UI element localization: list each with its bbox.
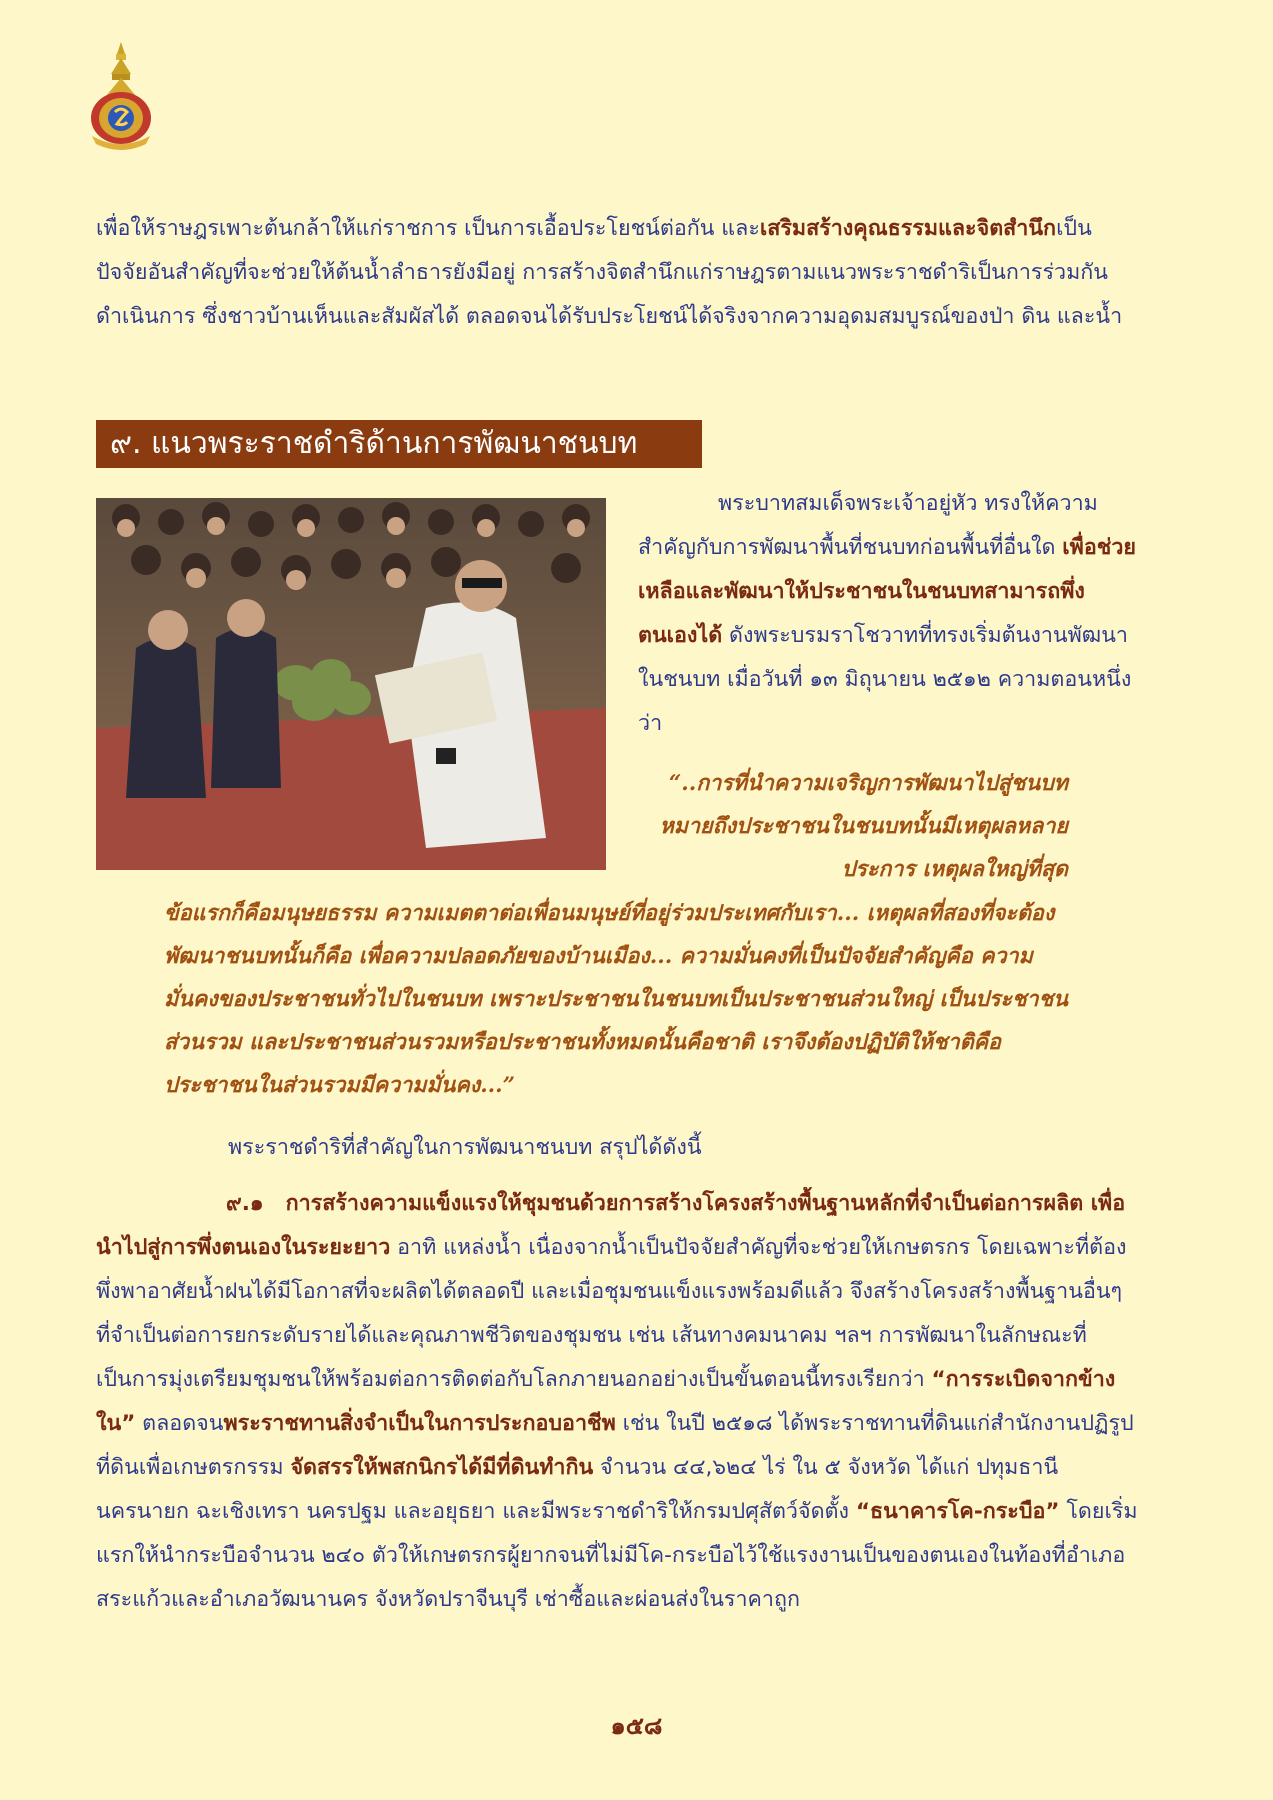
item-text-5: โดยเริ่มแรกให้นำกระบือจำนวน ๒๔๐ ตัวให้เกษตรกรผู้ยากจนที่ไม่มีโค-กระบือไว้ใช้แรงงานเป็นของตนเองในท้องที่อำเภอสระแก้วและอำเภอวัฒนานคร จังหวัดปราจีนบุรี เช่าซื้อและผ่อนส่งในราคาถูก — [96, 1499, 1138, 1612]
item-title: การสร้างความแข็งแรงให้ชุมชนด้วยการสร้างโครงสร้างพื้นฐานหลักที่จำเป็นต่อการผลิต เพื่อนำไปสู่การพึ่งตนเองในระยะยาว — [96, 1191, 1126, 1260]
item-9-1-paragraph — [96, 1182, 1140, 1622]
summary-line: พระราชดำริที่สำคัญในการพัฒนาชนบท สรุปได้ดังนี้ — [228, 1135, 702, 1160]
item-highlight-2: พระราชทานสิ่งจำเป็นในการประกอบอาชีพ — [223, 1411, 616, 1436]
item-text-2: ตลอดจน — [135, 1411, 224, 1436]
rural-intro-paragraph — [638, 482, 1140, 746]
king-with-villagers-photo — [96, 498, 606, 870]
intro-text-continued: เป็นปัจจัยอันสำคัญที่จะช่วยให้ต้นน้ำลำธารยังมีอยู่ การสร้างจิตสำนึกแก่ราษฎรตามแนวพระราชดำริเป็นการร่วมกันดำเนินการ ซึ่งชาวบ้านเห็นและสัมผัสได้ ตลอดจนได้รับประโยชน์ได้จริงจากความอุดมสมบูรณ์ของป่า ดิน และน้ำ — [96, 216, 1123, 329]
item-highlight-1: “การระเบิดจากข้างใน” — [96, 1367, 1116, 1436]
section-heading: ๙. แนวพระราชดำริด้านการพัฒนาชนบท — [96, 420, 702, 468]
item-number: ๙.๑ — [226, 1191, 264, 1216]
item-text-3: เช่น ในปี ๒๕๑๘ ได้พระราชทานที่ดินแก่สำนักงานปฏิรูปที่ดินเพื่อเกษตรกรรม — [96, 1411, 1134, 1480]
rural-intro-text-continued: ดังพระบรมราโชวาทที่ทรงเริ่มต้นงานพัฒนาในชนบท เมื่อวันที่ ๑๓ มิถุนายน ๒๕๑๒ ความตอนหนึ่งว่า — [638, 623, 1132, 736]
royal-emblem-icon — [84, 40, 158, 152]
item-text-4: จำนวน ๔๔,๖๒๔ ไร่ ใน ๕ จังหวัด ได้แก่ ปทุมธานี นครนายก ฉะเชิงเทรา นครปฐม และอยุธยา และมีพระราชดำริให้กรมปศุสัตว์จัดตั้ง — [96, 1455, 1059, 1524]
page-number: ๑๕๘ — [610, 1712, 663, 1740]
intro-paragraph — [96, 207, 1140, 339]
intro-highlight: เสริมสร้างคุณธรรมและจิตสำนึก — [759, 216, 1057, 241]
intro-text: เพื่อให้ราษฎรเพาะต้นกล้าให้แก่ราชการ เป็นการเอื้อประโยชน์ต่อกัน และ — [96, 216, 760, 241]
royal-quote-part1: “..การที่นำความเจริญการพัฒนาไปสู่ชนบท หมายถึงประชาชนในชนบทนั้นมีเหตุผลหลายประการ เหตุผลใหญ่ที่สุด — [659, 771, 1068, 882]
royal-quote-part2: ข้อแรกก็คือมนุษยธรรม ความเมตตาต่อเพื่อนมนุษย์ที่อยู่ร่วมประเทศกับเรา... เหตุผลที่สองที่จะต้องพัฒนาชนบทนั้นก็คือ เพื่อความปลอดภัยของบ้านเมือง... ความมั่นคงที่เป็นปัจจัยสำคัญคือ ความมั่นคงของประชาชนทั่วไปในชนบท เพราะประชาชนในชนบทเป็นประชาชนส่วนใหญ่ เป็นประชาชนส่วนรวม และประชาชนส่วนรวมหรือประชาชนทั้งหมดนั้นคือชาติ เราจึงต้องปฏิบัติให้ชาติคือประชาชนในส่วนรวมมีความมั่นคง...” — [164, 901, 1068, 1098]
item-highlight-4: “ธนาคารโค-กระบือ” — [855, 1499, 1060, 1524]
item-highlight-3: จัดสรรให้พสกนิกรได้มีที่ดินทำกิน — [290, 1455, 594, 1480]
rural-intro-highlight: เพื่อช่วยเหลือและพัฒนาให้ประชาชนในชนบทสามารถพึ่งตนเองได้ — [638, 535, 1136, 648]
item-text-1: อาทิ แหล่งน้ำ เนื่องจากน้ำเป็นปัจจัยสำคัญที่จะช่วยให้เกษตรกร โดยเฉพาะที่ต้องพึ่งพาอาศัยน้ำฝนได้มีโอกาสที่จะผลิตได้ตลอดปี และเมื่อชุมชนแข็งแรงพร้อมดีแล้ว จึงสร้างโครงสร้างพื้นฐานอื่นๆ ที่จำเป็นต่อการยกระดับรายได้และคุณภาพชีวิตของชุมชน เช่น เส้นทางคมนาคม ฯลฯ การพัฒนาในลักษณะที่เป็นการมุ่งเตรียมชุมชนให้พร้อมต่อการติดต่อกับโลกภายนอกอย่างเป็นขั้นตอนนี้ทรงเรียกว่า — [96, 1235, 1127, 1392]
rural-intro-text: พระบาทสมเด็จพระเจ้าอยู่หัว ทรงให้ความสำคัญกับการพัฒนาพื้นที่ชนบทก่อนพื้นที่อื่นใด — [638, 491, 1098, 560]
